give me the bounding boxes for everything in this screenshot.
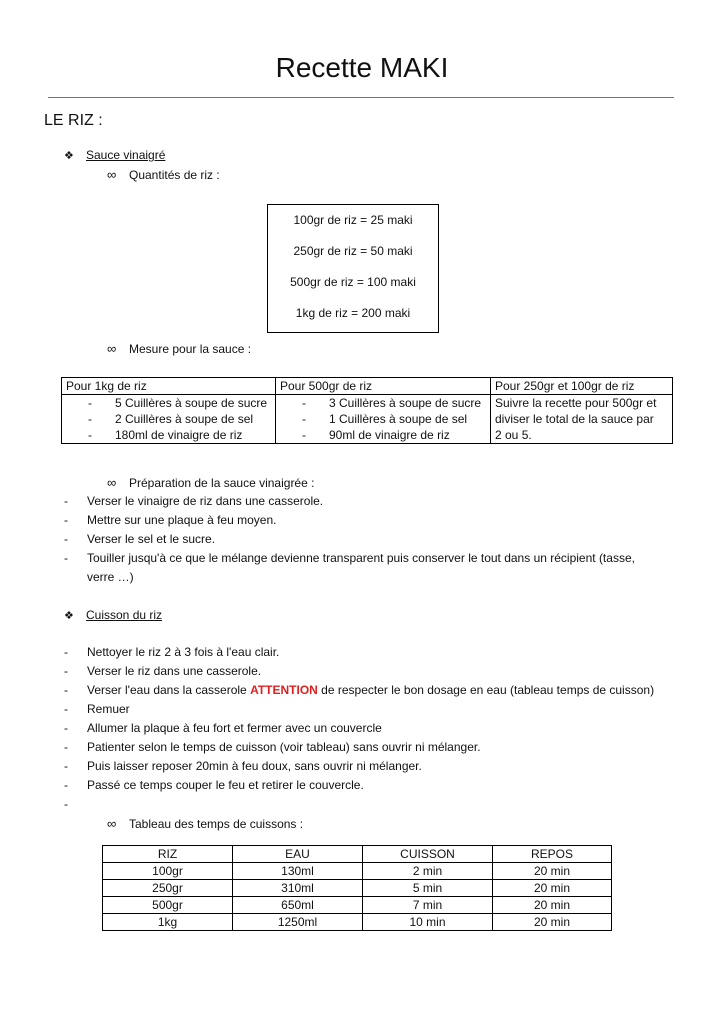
table-label: Tableau des temps de cuissons : bbox=[129, 817, 304, 831]
cooking-heading-row bbox=[64, 608, 162, 622]
infinity-bullet-icon: ∞ bbox=[107, 167, 117, 182]
list-item: - Allumer la plaque à feu fort et fermer avec un couvercle bbox=[64, 721, 382, 735]
quantities-label: Quantités de riz : bbox=[129, 168, 220, 182]
prep-label-row bbox=[107, 475, 314, 490]
table-cell: 7 min bbox=[363, 897, 493, 914]
infinity-bullet-icon: ∞ bbox=[107, 475, 117, 490]
table-header-cell: Pour 1kg de riz bbox=[62, 378, 276, 395]
list-item: - Passé ce temps couper le feu et retirer le couvercle. bbox=[64, 778, 364, 792]
table-cell: 20 min bbox=[493, 897, 612, 914]
table-cell: 1kg bbox=[103, 914, 233, 931]
section-heading: LE RIZ : bbox=[44, 112, 103, 129]
measure-label-row bbox=[107, 341, 251, 356]
table-header-row bbox=[103, 846, 612, 863]
list-item: - 1 Cuillères à soupe de sel bbox=[302, 412, 468, 426]
table-row bbox=[103, 863, 612, 880]
table-cell: 500gr bbox=[103, 897, 233, 914]
table-header-cell: RIZ bbox=[103, 846, 233, 863]
table-cell bbox=[62, 395, 276, 444]
table-header-cell: EAU bbox=[233, 846, 363, 863]
table-label-row bbox=[107, 816, 303, 831]
cooking-heading: Cuisson du riz bbox=[86, 608, 163, 622]
table-cell: 100gr bbox=[103, 863, 233, 880]
list-item: - Verser le riz dans une casserole. bbox=[64, 664, 262, 678]
table-row bbox=[103, 897, 612, 914]
prep-steps-list bbox=[0, 494, 724, 589]
table-cell: 2 min bbox=[363, 863, 493, 880]
list-item: - Verser le vinaigre de riz dans une casserole. bbox=[64, 494, 324, 508]
table-cell: 20 min bbox=[493, 914, 612, 931]
table-header-cell: Pour 250gr et 100gr de riz bbox=[491, 378, 673, 395]
quantity-line: 500gr de riz = 100 maki bbox=[290, 275, 416, 289]
table-cell: 650ml bbox=[233, 897, 363, 914]
table-header-row bbox=[62, 378, 673, 395]
sauce-measure-table bbox=[61, 377, 673, 444]
list-item: - 90ml de vinaigre de riz bbox=[302, 428, 450, 442]
list-item: - Verser l'eau dans la casserole ATTENTION de respecter le bon dosage en eau (tableau temps de cuisson) bbox=[64, 683, 655, 697]
infinity-bullet-icon: ∞ bbox=[107, 816, 117, 831]
quantities-label-row bbox=[107, 167, 220, 182]
page-title: Recette MAKI bbox=[275, 52, 449, 83]
table-row bbox=[103, 914, 612, 931]
table-cell: 20 min bbox=[493, 863, 612, 880]
list-item: - Remuer bbox=[64, 702, 130, 716]
table-cell: 5 min bbox=[363, 880, 493, 897]
cooking-times-table bbox=[102, 845, 612, 931]
measure-label: Mesure pour la sauce : bbox=[129, 342, 252, 356]
prep-label: Préparation de la sauce vinaigrée : bbox=[129, 476, 315, 490]
sauce-heading-row bbox=[64, 148, 165, 162]
table-row bbox=[62, 395, 673, 444]
table-cell: 1250ml bbox=[233, 914, 363, 931]
infinity-bullet-icon: ∞ bbox=[107, 341, 117, 356]
table-cell bbox=[276, 395, 491, 444]
table-header-cell: Pour 500gr de riz bbox=[276, 378, 491, 395]
list-item: - 5 Cuillères à soupe de sucre bbox=[88, 396, 268, 410]
cooking-steps-list bbox=[0, 645, 724, 816]
list-item-continuation: verre …) bbox=[87, 570, 134, 584]
table-row bbox=[103, 880, 612, 897]
table-cell: 250gr bbox=[103, 880, 233, 897]
quantity-line: 100gr de riz = 25 maki bbox=[293, 213, 413, 227]
list-item: - 3 Cuillères à soupe de sucre bbox=[302, 396, 482, 410]
list-item: - Touiller jusqu'à ce que le mélange devienne transparent puis conserver le tout dans un récipient (tasse, bbox=[64, 551, 635, 565]
list-item: - 180ml de vinaigre de riz bbox=[88, 428, 243, 442]
list-item: - Puis laisser reposer 20min à feu doux, sans ouvrir ni mélanger. bbox=[64, 759, 422, 773]
diamond-bullet-icon: ❖ bbox=[64, 610, 74, 622]
sauce-heading: Sauce vinaigré bbox=[86, 148, 166, 162]
table-cell: Suivre la recette pour 500gr et diviser le total de la sauce par 2 ou 5. bbox=[491, 395, 673, 444]
table-header-cell: CUISSON bbox=[363, 846, 493, 863]
attention-word: ATTENTION bbox=[250, 683, 318, 697]
table-cell: 10 min bbox=[363, 914, 493, 931]
quantities-box bbox=[267, 204, 439, 333]
diamond-bullet-icon: ❖ bbox=[64, 150, 74, 162]
list-item: - 2 Cuillères à soupe de sel bbox=[88, 412, 254, 426]
list-item: - Patienter selon le temps de cuisson (voir tableau) sans ouvrir ni mélanger. bbox=[64, 740, 481, 754]
table-cell: 20 min bbox=[493, 880, 612, 897]
quantity-line: 250gr de riz = 50 maki bbox=[293, 244, 413, 258]
table-cell: 310ml bbox=[233, 880, 363, 897]
list-item: - Nettoyer le riz 2 à 3 fois à l'eau clair. bbox=[64, 645, 280, 659]
list-item-empty: - bbox=[64, 797, 68, 811]
quantity-line: 1kg de riz = 200 maki bbox=[295, 306, 411, 320]
table-cell: 130ml bbox=[233, 863, 363, 880]
list-item: - Verser le sel et le sucre. bbox=[64, 532, 216, 546]
title-underline bbox=[48, 97, 674, 98]
list-item: - Mettre sur une plaque à feu moyen. bbox=[64, 513, 277, 527]
table-header-cell: REPOS bbox=[493, 846, 612, 863]
